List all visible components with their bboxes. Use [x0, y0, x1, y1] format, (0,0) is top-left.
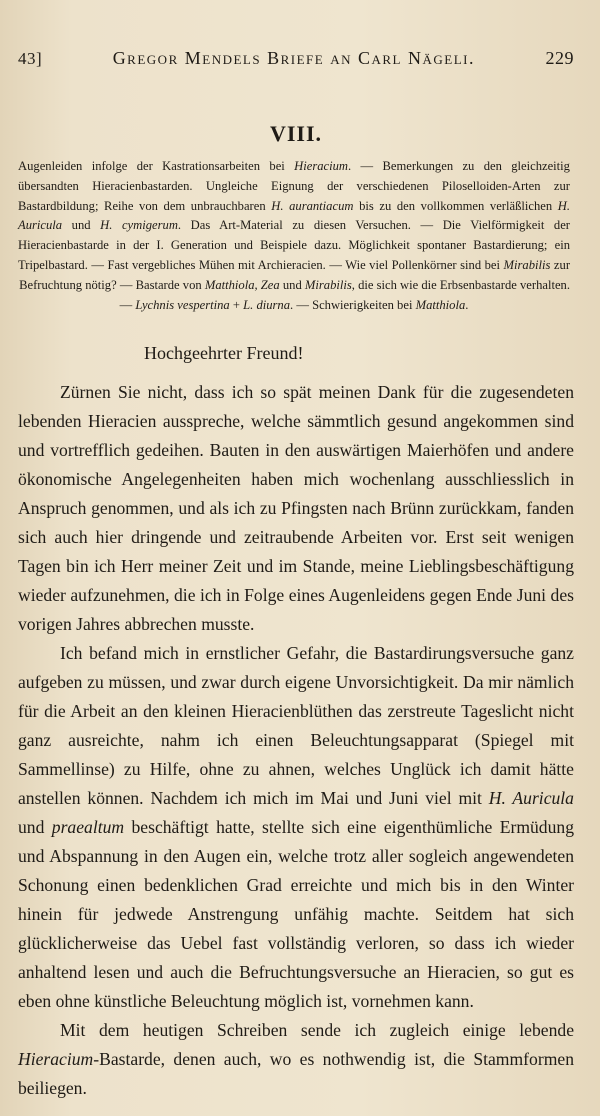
running-header [18, 48, 574, 69]
paragraph-text: Mit dem heutigen Schreiben sende ich zugleich einige lebende [60, 1020, 574, 1041]
paragraph-italic: praealtum [51, 817, 125, 838]
summary-italic: Lychnis vespertina [135, 297, 230, 312]
header-left-marker: 43] [18, 49, 43, 68]
paragraph-text: Ich befand mich in ernstlicher Gefahr, die Bastardirungsversuche ganz aufgeben zu müssen, und zwar durch eigene Unvorsichtigkeit. Da mir nämlich für die Arbeit an den kleinen Hieracienblüthen das zerstreute Tageslicht nicht ganz ausreichte, nahm ich einen Beleuchtungsapparat (Spiegel mit Sammellinse) zu Hilfe, ohne zu ahnen, welches Unglück ich damit hätte anstellen können. Nachdem ich mich im Mai und Juni viel mit [18, 643, 574, 809]
paragraph-1: Zürnen Sie nicht, dass ich so spät meinen Dank für die zugesendeten lebenden Hieracien ausspreche, welche sämmtlich gesund angekommen sind und vortrefflich gedeihen. Bauten in den auswärtigen Maierhöfen und andere ökonomische Angelegenheiten haben mich wochenlang ausschliesslich in Anspruch genommen, und als ich zu Pfingsten nach Brünn zurückkam, fanden sich auch hier dringende und zeitraubende Arbeiten vor. Erst seit wenigen Tagen bin ich Herr meiner Zeit und im Stande, meine Lieblingsbeschäftigung wieder aufzunehmen, die ich in Folge eines Augenleidens gegen Ende Juni des vorigen Jahres abbrechen musste. [18, 382, 574, 635]
salutation: Hochgeehrter Freund! [144, 343, 304, 364]
paragraph-3 [18, 1016, 574, 1103]
paragraph-italic: Hieracium [18, 1049, 94, 1070]
running-title: Gregor Mendels Briefe an Carl Nägeli. [112, 48, 475, 68]
summary-italic: H. Auricula [18, 198, 571, 233]
summary-italic: Matthiola [415, 297, 466, 312]
chapter-summary [18, 157, 570, 315]
summary-italic: L. diurna [243, 297, 291, 312]
summary-last-line [18, 296, 570, 316]
summary-italic: Matthiola, Zea [204, 277, 280, 292]
summary-text: und [62, 218, 101, 233]
summary-text: Augenleiden infolge der Kastrationsarbeiten bei [18, 159, 295, 173]
summary-text: . Das Art-Material zu diesen Versuchen. — Die Vielförmigkeit der Hieracienbastarde in der I. Generation und Beispiele dazu. Möglichkeit spontaner Bastardierung; ein Tripelbastard. — Fast vergebliches Mühen mit Archieracien. — Wie viel Pollenkörner sind bei [18, 218, 570, 272]
summary-italic: H. cymigerum [100, 218, 178, 233]
summary-text: , die sich wie die Erbsenbastarde verhalten. [351, 277, 570, 292]
letter-body [18, 378, 574, 1103]
summary-text: — [119, 297, 136, 312]
chapter-heading: VIII. [269, 121, 323, 146]
summary-italic: Hieracium [294, 159, 349, 173]
paragraph-text: und [18, 817, 52, 838]
summary-italic: H. aurantiacum [271, 198, 354, 213]
summary-text: zur Befruchtung nötig? — Bastarde von [19, 257, 571, 292]
summary-italic: Mirabilis [503, 257, 551, 272]
paragraph-2 [18, 639, 574, 1016]
summary-text: . — Bemerkungen zu den gleichzeitig übersandten Hieracienbastarden. Ungleiche Eignung der verschiedenen Piloselloiden-Arten zur Bastardbildung; Reihe von dem unbrauchbaren [18, 159, 570, 213]
summary-text: + [229, 297, 244, 312]
summary-text: . — Schwierigkeiten bei [290, 297, 416, 312]
page-number: 229 [545, 48, 574, 68]
paragraph-text: -Bastarde, denen auch, wo es nothwendig ist, die Stammformen beiliegen. [18, 1049, 574, 1099]
paragraph-italic: H. Auricula [488, 788, 574, 809]
summary-text: . [465, 297, 469, 312]
summary-italic: Mirabilis [304, 277, 352, 292]
summary-text: und [279, 277, 305, 292]
paragraph-text: beschäftigt hatte, stellte sich eine eigenthümliche Ermüdung und Abspannung in den Augen ein, welche trotz aller sogleich angewendeten Schonung einen bedenklichen Grad erreichte und mich bis in den Winter hinein für jedwede Anstrengung unfähig machte. Seitdem hat sich glücklicherweise das Uebel fast vollständig verloren, so dass ich wieder anhaltend lesen und auch die Befruchtungsversuche an Hieracien, so gut es eben ohne künstliche Beleuchtung möglich ist, vornehmen kann. [18, 817, 574, 1012]
summary-text: bis zu den vollkommen verläßlichen [353, 198, 558, 213]
